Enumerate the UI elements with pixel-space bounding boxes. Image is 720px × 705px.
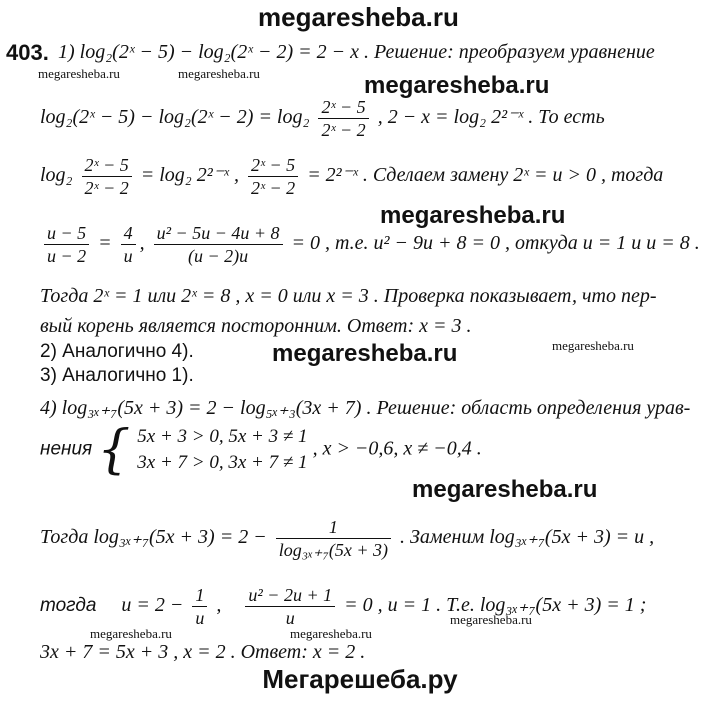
line-3 [40, 154, 663, 199]
fraction-4c-numerator: u² − 5u − 4u + 8 [154, 222, 283, 245]
line-4-right: = 0 , т.е. u² − 9u + 8 = 0 , откуда u = 1 и u = 8 . [291, 232, 700, 255]
fraction-2-numerator: 2ˣ − 5 [318, 96, 368, 119]
fraction-4b-denominator: u [123, 246, 133, 266]
line-10-left: нения [40, 438, 93, 460]
fraction-3a-denominator: 2ˣ − 2 [84, 178, 129, 198]
fraction-3b-denominator: 2ˣ − 2 [250, 178, 296, 198]
fraction-4a-numerator: u − 5 [44, 222, 89, 245]
fraction-4a [44, 222, 89, 267]
line-11-left: Тогда log₃ₓ₊₇(5x + 3) = 2 − [40, 526, 267, 549]
fraction-3b-numerator: 2ˣ − 5 [248, 154, 298, 177]
line-2-right: , 2 − x = log₂ 2²⁻ˣ . То есть [377, 106, 605, 129]
watermark-mid-4: megaresheba.ru [412, 476, 598, 503]
fraction-3a [82, 154, 132, 199]
fraction-12a [192, 584, 207, 629]
fraction-11-denominator: log₃ₓ₊₇(5x + 3) [278, 540, 388, 560]
line-10-right: , x > −0,6, x ≠ −0,4 . [312, 437, 482, 460]
line-4-equals: = [98, 232, 112, 255]
problem-number: 403. [6, 40, 49, 65]
line-3-left: log₂ [40, 164, 73, 187]
fraction-12a-numerator: 1 [192, 584, 207, 607]
fraction-12a-denominator: u [195, 608, 205, 628]
line-6: вый корень является посторонним. Ответ: x = 3 . [40, 315, 472, 337]
line-1: 1) log₂(2ˣ − 5) − log₂(2ˣ − 2) = 2 − x . Решение: преобразуем уравнение [58, 41, 655, 63]
watermark-small-1: megaresheba.ru [38, 66, 120, 81]
system-row-2: 3x + 7 > 0, 3x + 7 ≠ 1 [137, 452, 308, 473]
fraction-4a-denominator: u − 2 [47, 246, 87, 266]
fraction-4c [154, 222, 283, 267]
watermark-mid-1: megaresheba.ru [364, 72, 550, 99]
fraction-2-denominator: 2ˣ − 2 [321, 120, 366, 140]
line-11-right: . Заменим log₃ₓ₊₇(5x + 3) = u , [399, 526, 655, 549]
line-12-right: = 0 , u = 1 . Т.е. log₃ₓ₊₇(5x + 3) = 1 ; [344, 594, 647, 617]
line-5: Тогда 2ˣ = 1 или 2ˣ = 8 , x = 0 или x = 3 . Проверка показывает, что пер- [40, 285, 657, 307]
watermark-small-2: megaresheba.ru [178, 66, 260, 81]
line-11 [40, 516, 654, 561]
line-12-u: u = 2 − [121, 594, 184, 617]
footer-watermark: Мегарешеба.ру [262, 664, 458, 694]
fraction-12b-numerator: u² − 2u + 1 [245, 584, 335, 607]
line-12 [40, 584, 646, 629]
line-12-left: тогда [40, 595, 97, 617]
fraction-4b [121, 222, 136, 267]
watermark-mid-2: megaresheba.ru [380, 202, 566, 229]
fraction-2 [318, 96, 368, 141]
fraction-4c-denominator: (u − 2)u [188, 246, 249, 266]
watermark-small-3: megaresheba.ru [552, 338, 634, 353]
fraction-11 [276, 516, 391, 561]
watermark-small-5: megaresheba.ru [290, 626, 372, 641]
fraction-11-numerator: 1 [276, 516, 391, 539]
line-12-comma: , [216, 594, 222, 617]
line-3-right: = 2²⁻ˣ . Сделаем замену 2ˣ = u > 0 , тогда [307, 164, 664, 187]
fraction-12b-denominator: u [285, 608, 295, 628]
watermark-small-4: megaresheba.ru [90, 626, 172, 641]
line-2 [40, 96, 605, 141]
line-13: 3x + 7 = 5x + 3 , x = 2 . Ответ: x = 2 . [40, 641, 366, 663]
header-watermark: megaresheba.ru [258, 2, 459, 32]
line-7: 2) Аналогично 4). [40, 341, 194, 362]
fraction-3b [248, 154, 298, 199]
line-3-mid: = log₂ 2²⁻ˣ , [140, 164, 239, 187]
fraction-4b-numerator: 4 [121, 222, 136, 245]
system-brace: { [97, 420, 131, 480]
system [137, 424, 307, 476]
fraction-12b [245, 584, 335, 629]
line-2-left: log₂(2ˣ − 5) − log₂(2ˣ − 2) = log₂ [40, 106, 310, 129]
line-9: 4) log₃ₓ₊₇(5x + 3) = 2 − log₅ₓ₊₃(3x + 7) . Решение: область определения урав- [40, 397, 691, 419]
watermark-small-6: megaresheba.ru [450, 612, 532, 627]
fraction-3a-numerator: 2ˣ − 5 [82, 154, 132, 177]
line-4: $\frac{u - 5}{u - 2}$ = $\frac{4}{u}$ , $\frac{\text{u² − 5u − 4u + 8}}{(u - 2)u}$ = 0 , т.е. u² − 9u + 8 = 0 , откуда u = 1 и u = 8 . [40, 222, 700, 267]
system-row-1: 5x + 3 > 0, 5x + 3 ≠ 1 [137, 426, 308, 447]
line-10 [40, 420, 482, 484]
line-8: 3) Аналогично 1). [40, 365, 194, 386]
watermark-mid-3: megaresheba.ru [272, 340, 458, 367]
